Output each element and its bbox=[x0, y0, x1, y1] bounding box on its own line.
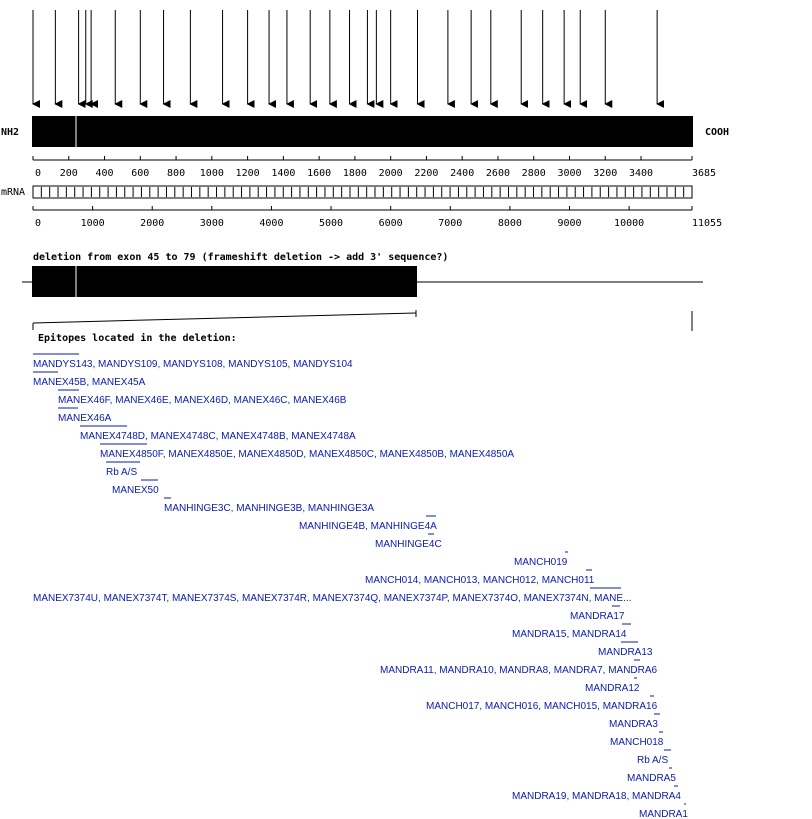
epitope-label: MANHINGE3C, MANHINGE3B, MANHINGE3A bbox=[164, 503, 375, 514]
epitope-row bbox=[100, 444, 514, 460]
axis-tick-label: 2400 bbox=[450, 168, 475, 179]
epitope-label: MANEX46F, MANEX46E, MANEX46D, MANEX46C, MANEX46B bbox=[58, 395, 347, 406]
epitope-row bbox=[380, 660, 658, 676]
axis-tick-label: 1800 bbox=[342, 168, 367, 179]
axis-tick-label: 400 bbox=[95, 168, 114, 179]
mrna-strip bbox=[33, 186, 692, 198]
axis-tick-label: 2200 bbox=[414, 168, 439, 179]
protein-axis-ticks bbox=[33, 156, 716, 179]
axis-tick-label: 200 bbox=[59, 168, 78, 179]
epitope-row bbox=[426, 696, 658, 712]
epitope-row bbox=[58, 408, 112, 424]
epitope-label: MANDRA11, MANDRA10, MANDRA8, MANDRA7, MANDRA6 bbox=[380, 665, 658, 676]
epitope-label: MANCH018 bbox=[610, 737, 664, 748]
axis-tick-label: 2600 bbox=[485, 168, 511, 179]
axis-tick-label: 11055 bbox=[692, 218, 723, 229]
epitope-list bbox=[33, 354, 688, 819]
epitope-row bbox=[512, 786, 681, 802]
axis-tick-label: 7000 bbox=[438, 218, 463, 229]
epitope-label: MANDRA12 bbox=[585, 683, 640, 694]
epitope-row bbox=[33, 372, 146, 388]
epitope-row bbox=[514, 552, 568, 568]
epitope-row bbox=[33, 354, 353, 370]
epitope-label: MANHINGE4B, MANHINGE4A bbox=[299, 521, 437, 532]
epitope-label: MANEX4748D, MANEX4748C, MANEX4748B, MANEX4748A bbox=[80, 431, 356, 442]
epitope-row bbox=[627, 768, 676, 784]
axis-tick-label: 10000 bbox=[614, 218, 645, 229]
epitope-row bbox=[299, 516, 437, 532]
epitope-label: MANDRA1 bbox=[639, 809, 688, 819]
epitope-label: MANEX50 bbox=[112, 485, 159, 496]
axis-tick-label: 3400 bbox=[628, 168, 654, 179]
mrna-axis-ticks bbox=[33, 206, 722, 229]
axis-tick-label: 6000 bbox=[378, 218, 403, 229]
epitope-label: MANEX45B, MANEX45A bbox=[33, 377, 146, 388]
axis-tick-label: 2000 bbox=[140, 218, 165, 229]
epitope-row bbox=[106, 462, 140, 478]
epitope-arrows bbox=[33, 10, 657, 104]
zoom-wedge-line bbox=[33, 313, 416, 323]
epitope-label: MANCH014, MANCH013, MANCH012, MANCH011 bbox=[365, 575, 595, 586]
epitopes-heading: Epitopes located in the deletion: bbox=[38, 333, 237, 344]
epitope-row bbox=[33, 588, 631, 604]
axis-tick-label: 1200 bbox=[235, 168, 260, 179]
epitope-row bbox=[637, 750, 671, 766]
protein-bar bbox=[32, 116, 693, 147]
epitope-row bbox=[375, 534, 442, 550]
epitope-label: MANDRA13 bbox=[598, 647, 653, 658]
epitope-label: MANEX46A bbox=[58, 413, 112, 424]
epitope-row bbox=[112, 480, 159, 496]
axis-tick-label: 9000 bbox=[557, 218, 582, 229]
axis-tick-label: 1600 bbox=[307, 168, 332, 179]
epitope-row bbox=[585, 678, 640, 694]
axis-tick-label: 1400 bbox=[271, 168, 296, 179]
epitope-label: MANDRA19, MANDRA18, MANDRA4 bbox=[512, 791, 681, 802]
axis-tick-label: 3685 bbox=[692, 168, 717, 179]
axis-tick-label: 3200 bbox=[593, 168, 618, 179]
epitope-row bbox=[58, 390, 347, 406]
epitope-label: MANEX7374U, MANEX7374T, MANEX7374S, MANEX7374R, MANEX7374Q, MANEX7374P, MANEX7374O, MANEX7374N, MANE... bbox=[33, 593, 632, 604]
epitope-row bbox=[598, 642, 653, 658]
epitope-label: MANDRA5 bbox=[627, 773, 676, 784]
mrna-label: mRNA bbox=[1, 187, 26, 198]
epitope-row bbox=[639, 804, 688, 819]
axis-tick-label: 1000 bbox=[199, 168, 224, 179]
epitope-label: MANEX4850F, MANEX4850E, MANEX4850D, MANEX4850C, MANEX4850B, MANEX4850A bbox=[100, 449, 515, 460]
axis-tick-label: 5000 bbox=[319, 218, 344, 229]
axis-tick-label: 2800 bbox=[521, 168, 546, 179]
axis-tick-label: 0 bbox=[35, 168, 42, 179]
axis-tick-label: 4000 bbox=[259, 218, 284, 229]
epitope-label: MANDRA17 bbox=[570, 611, 625, 622]
axis-tick-label: 600 bbox=[131, 168, 150, 179]
nh2-label: NH2 bbox=[1, 127, 20, 138]
epitope-label: MANDRA3 bbox=[609, 719, 658, 730]
deletion-title: deletion from exon 45 to 79 (frameshift deletion -> add 3' sequence?) bbox=[33, 252, 449, 263]
epitope-row bbox=[365, 570, 595, 586]
axis-tick-label: 3000 bbox=[199, 218, 224, 229]
cooh-label: COOH bbox=[705, 127, 730, 138]
axis-tick-label: 0 bbox=[35, 218, 42, 229]
epitope-row bbox=[610, 732, 664, 748]
deleted-protein-bar bbox=[32, 266, 417, 297]
epitope-label: MANCH017, MANCH016, MANCH015, MANDRA16 bbox=[426, 701, 658, 712]
epitope-label: Rb A/S bbox=[637, 755, 669, 766]
epitope-row bbox=[570, 606, 625, 622]
epitope-row bbox=[609, 714, 660, 730]
epitope-row bbox=[80, 426, 356, 442]
axis-tick-label: 800 bbox=[167, 168, 186, 179]
axis-tick-label: 8000 bbox=[497, 218, 522, 229]
epitope-label: MANDRA15, MANDRA14 bbox=[512, 629, 627, 640]
epitope-row bbox=[164, 498, 374, 514]
axis-tick-label: 3000 bbox=[557, 168, 582, 179]
epitope-label: Rb A/S bbox=[106, 467, 138, 478]
epitope-label: MANDYS143, MANDYS109, MANDYS108, MANDYS105, MANDYS104 bbox=[33, 359, 353, 370]
epitope-label: MANHINGE4C bbox=[375, 539, 442, 550]
epitope-row bbox=[512, 624, 631, 640]
axis-tick-label: 1000 bbox=[80, 218, 105, 229]
epitope-label: MANCH019 bbox=[514, 557, 568, 568]
axis-tick-label: 2000 bbox=[378, 168, 403, 179]
